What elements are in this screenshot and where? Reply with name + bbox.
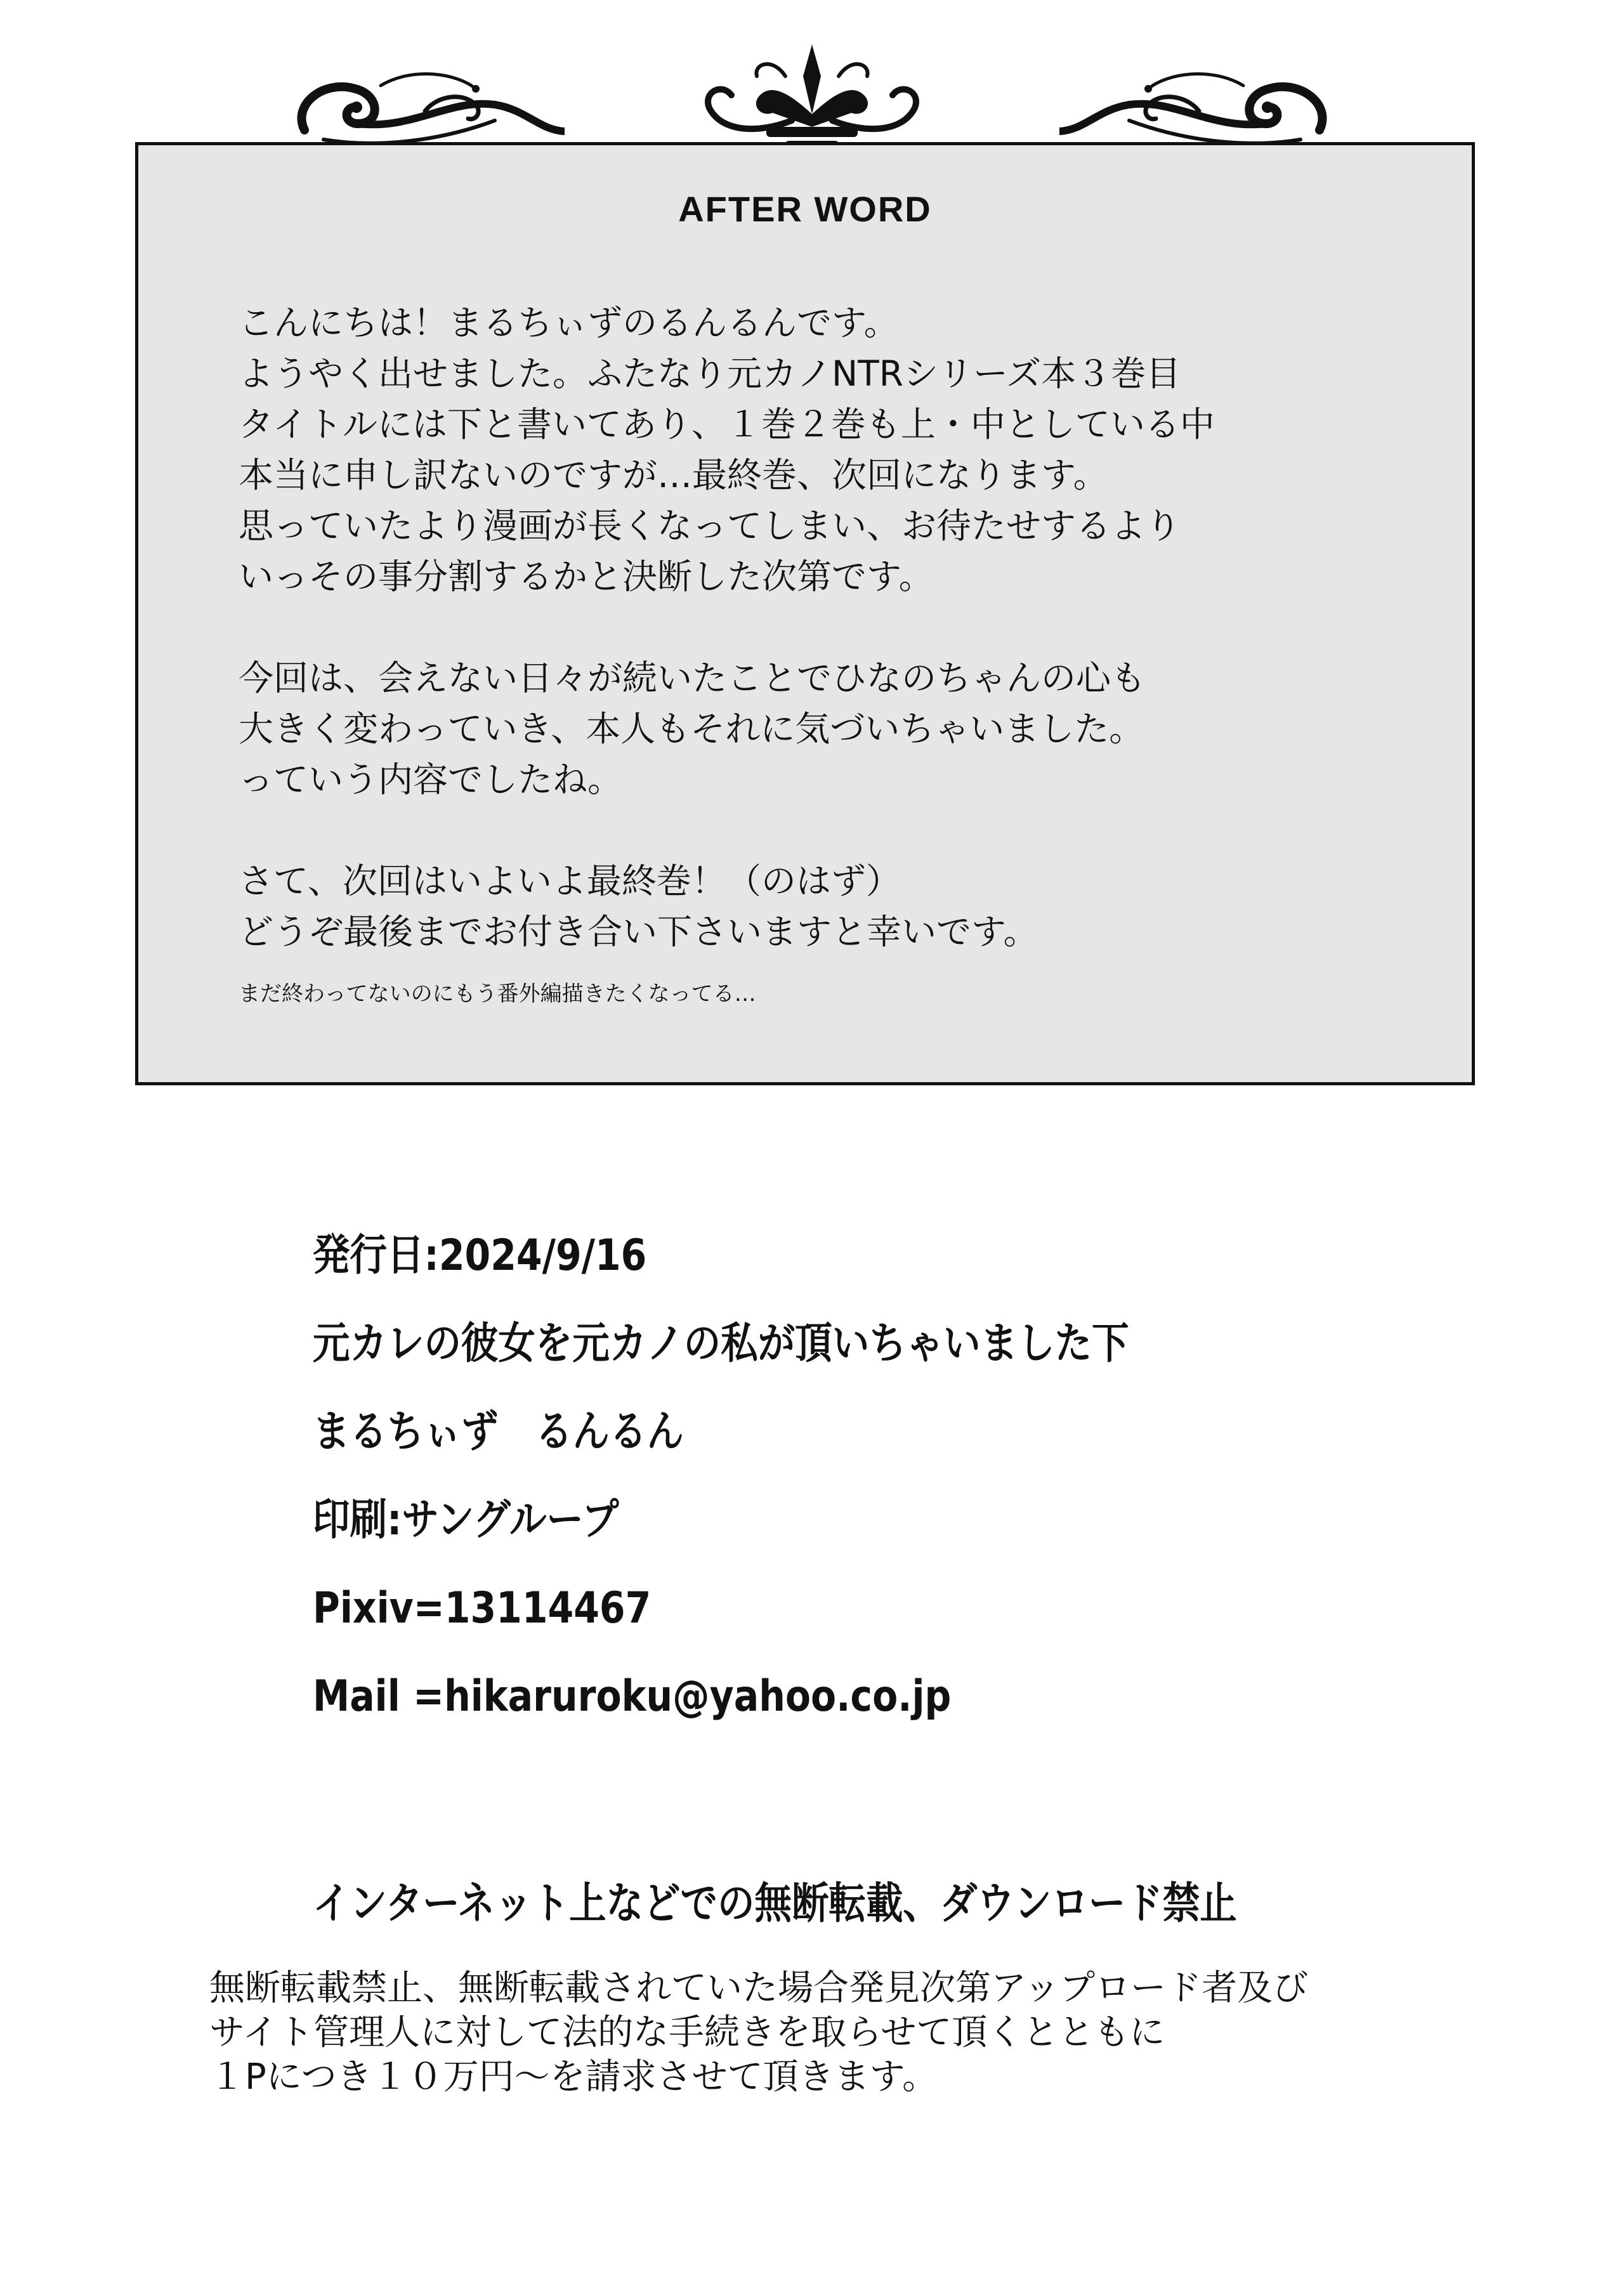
afterword-body: [239, 297, 1215, 957]
afterword-note: まだ終わってないのにもう番外編描きたくなってる…: [239, 981, 756, 1007]
scroll-ornament-icon: [285, 60, 565, 155]
copyright-warning-heading: インターネット上などでの無断転載、ダウンロード禁止: [313, 1879, 1237, 1929]
afterword-line: ようやく出せました。ふたなり元カノNTRシリーズ本３巻目: [239, 353, 1181, 394]
book-title: 元カレの彼女を元カノの私が頂いちゃいました下: [313, 1319, 1129, 1369]
afterword-title: AFTER WORD: [678, 189, 932, 229]
afterword-line: 大きく変わっていき、本人もそれに気づいちゃいました。: [239, 709, 1144, 749]
afterword-line: タイトルには下と書いてあり、１巻２巻も上・中としている中: [239, 404, 1215, 445]
author-name: まるちぃず るんるん: [313, 1407, 684, 1457]
scroll-ornament-icon: [1059, 60, 1339, 155]
afterword-line: 思っていたより漫画が長くなってしまい、お待たせするより: [239, 506, 1181, 546]
warning-line: 無断転載禁止、無断転載されていた場合発見次第アップロード者及び: [209, 1968, 1309, 2009]
afterword-line: 本当に申し訳ないのですが…最終巻、次回になります。: [239, 455, 1108, 495]
afterword-line: どうぞ最後までお付き合い下さいますと幸いです。: [239, 911, 1038, 952]
warning-line: １Pにつき１０万円～を請求させて頂きます。: [209, 2056, 938, 2098]
printer-name: 印刷:サングループ: [313, 1495, 619, 1545]
afterword-paragraph: [239, 297, 1215, 602]
afterword-paragraph: [239, 856, 1215, 957]
afterword-line: こんにちは！まるちぃずのるんるんです。: [239, 303, 899, 343]
colophon: [313, 1231, 1262, 1722]
afterword-box: [135, 142, 1475, 1085]
afterword-line: っていう内容でしたね。: [239, 759, 623, 800]
copyright-warning-body: [209, 1966, 1308, 2100]
afterword-line: 今回は、会えない日々が続いたことでひなのちゃんの心も: [239, 658, 1146, 698]
publication-date: 発行日:2024/9/16: [313, 1231, 647, 1281]
afterword-line: いっその事分割するかと決断した次第です。: [239, 556, 934, 597]
contact-email: Mail =hikaruroku@yahoo.co.jp: [313, 1671, 952, 1721]
afterword-paragraph: [239, 653, 1215, 805]
afterword-line: さて、次回はいよいよ最終巻！（のはず）: [239, 861, 901, 901]
warning-line: サイト管理人に対して法的な手続きを取らせて頂くとともに: [209, 2012, 1165, 2053]
pixiv-id: Pixiv=13114467: [313, 1583, 652, 1633]
